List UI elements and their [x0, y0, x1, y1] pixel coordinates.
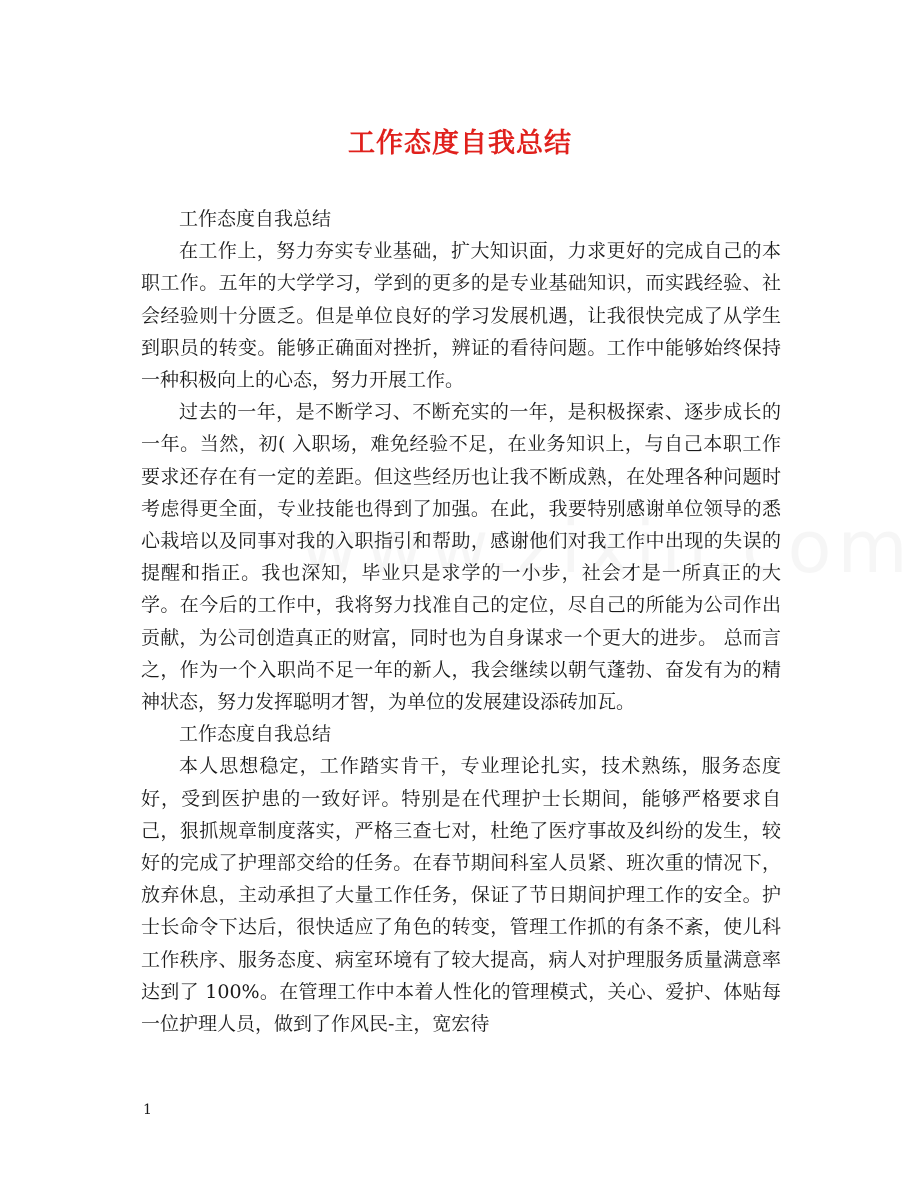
- section-heading-1: 工作态度自我总结: [179, 208, 332, 230]
- paragraph-2: 过去的一年，是不断学习、不断充实的一年，是积极探索、逐步成长的一年。当然，初( 入职场，难免经验不足，在业务知识上，与自己本职工作要求还存在有一定的差距。但这些经历也让我不断成熟，在处理各种问题时考虑得更全面，专业技能也得到了加强。在此，我要特别感谢单位领导的悉心栽培以及同事对我的入职指引和帮助，感谢他们对我工作中出现的失误的提醒和指正。我也深知，毕业只是求学的一小步，社会才是一所真正的大学。在今后的工作中，我将努力找准自己的定位，尽自己的所能为公司作出贡献，为公司创造真正的财富，同时也为自身谋求一个更大的进步。 总而言之，作为一个入职尚不足一年的新人，我会继续以朝气蓬勃、奋发有为的精神状态，努力发挥聪明才智，为单位的发展建设添砖加瓦。: [141, 401, 781, 714]
- page-number: 1: [143, 1102, 152, 1118]
- document-title: 工作态度自我总结: [348, 128, 572, 159]
- paragraph-3: 本人思想稳定，工作踏实肯干，专业理论扎实，技术熟练，服务态度好，受到医护患的一致好评。特别是在代理护士长期间，能够严格要求自己，狠抓规章制度落实，严格三查七对，杜绝了医疗事故及纠纷的发生，较好的完成了护理部交给的任务。在春节期间科室人员紧、班次重的情况下，放弃休息，主动承担了大量工作任务，保证了节日期间护理工作的安全。护士长命令下达后，很快适应了角色的转变，管理工作抓的有条不紊，使儿科工作秩序、服务态度、病室环境有了较大提高，病人对护理服务质量满意率达到了 100%。在管理工作中本着人性化的管理模式，关心、爱护、体贴每一位护理人员，做到了作风民-主，宽宏待: [141, 755, 781, 1036]
- section-heading-2: 工作态度自我总结: [179, 723, 332, 746]
- paragraph-1: 在工作上，努力夯实专业基础，扩大知识面，力求更好的完成自己的本职工作。五年的大学学习，学到的更多的是专业基础知识，而实践经验、社会经验则十分匮乏。但是单位良好的学习发展机遇，让我很快完成了从学生到职员的转变。能够正确面对挫折，辨证的看待问题。工作中能够始终保持一种积极向上的心态，努力开展工作。: [141, 240, 781, 392]
- document-body: [141, 203, 781, 1040]
